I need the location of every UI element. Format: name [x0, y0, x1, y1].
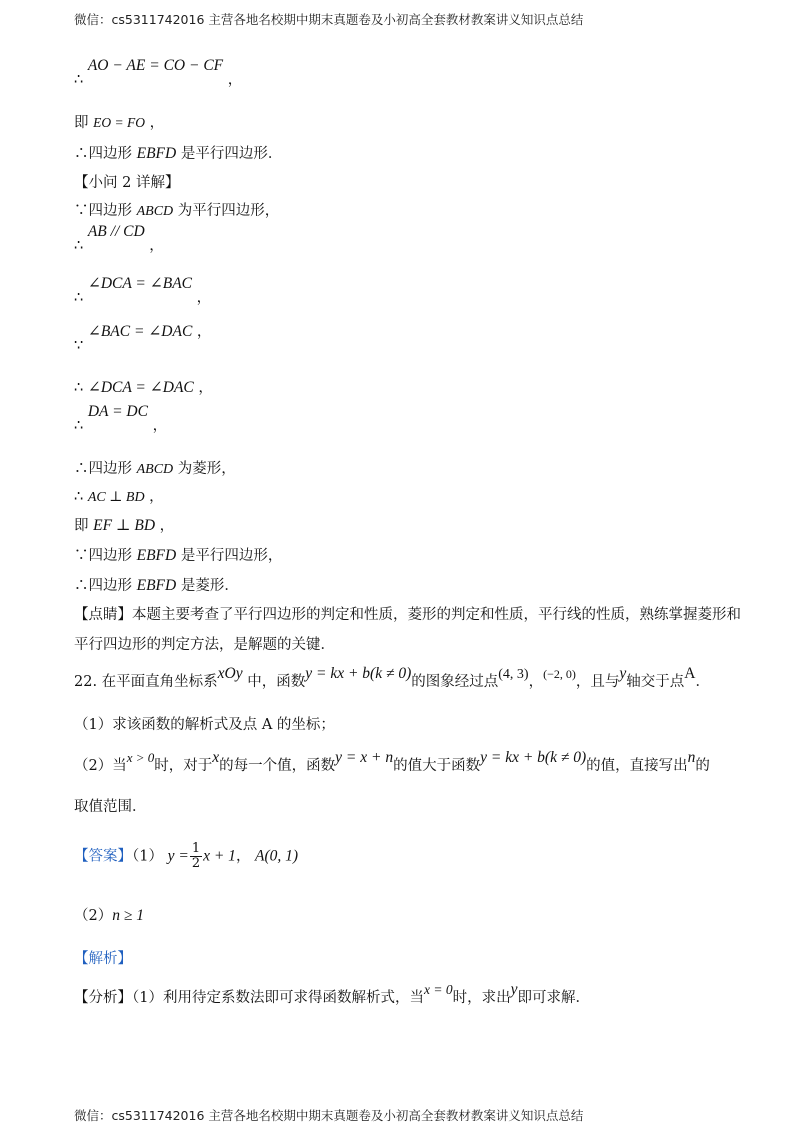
punctuation: ，	[198, 380, 213, 396]
math-expression: y = kx + b(k ≠ 0)	[305, 665, 412, 682]
math-expression: EBFD	[136, 577, 177, 594]
punctuation: ，	[227, 72, 243, 88]
line-7	[74, 275, 212, 306]
math-expression: A	[684, 665, 696, 682]
text: ．	[695, 674, 710, 690]
math-expression: AC ⊥ BD	[87, 490, 145, 505]
math-expression: EO = FO	[93, 115, 145, 130]
math-expression: n	[687, 749, 696, 766]
math-expression: ∠BAC = ∠DAC	[87, 323, 193, 340]
text: 时，对于	[154, 758, 213, 774]
text: 是平行四边形．	[180, 146, 283, 162]
fraction-one-half	[190, 842, 202, 871]
text: 四边形	[88, 203, 132, 219]
therefore-symbol: ∴	[74, 578, 89, 594]
text: ，	[528, 674, 544, 690]
analysis-tag: 【解析】	[74, 951, 132, 967]
math-expression: x + 1	[203, 847, 236, 865]
therefore-symbol: ∴	[74, 380, 84, 396]
punctuation: ，	[159, 518, 175, 534]
punctuation: ，	[149, 115, 165, 131]
comment-tag: 【点睛】	[74, 607, 132, 623]
line-14	[74, 548, 282, 564]
punctuation: ，	[196, 324, 212, 340]
line-1	[74, 57, 243, 88]
math-expression: y = x + n	[335, 749, 394, 766]
text: 四边形	[88, 146, 132, 162]
text: ，且与	[575, 674, 620, 690]
question-22-part-2	[74, 749, 710, 774]
comment-text: 本题主要考查了平行四边形的判定和性质，菱形的判定和性质，平行线的性质，熟练掌握菱形和	[132, 607, 741, 623]
answer-tag: 【答案】	[74, 848, 132, 865]
text: 的值大于函数	[393, 758, 481, 774]
math-expression: ABCD	[136, 462, 174, 477]
line-10	[74, 403, 168, 434]
math-expression: y =	[167, 847, 189, 865]
subquestion-2-heading: 【小问 2 详解】	[74, 175, 180, 191]
because-symbol: ∵	[74, 203, 89, 219]
analysis-subtag: 【分析】	[74, 990, 132, 1006]
text: 中，函数	[242, 674, 306, 690]
math-expression: A(0, 1)	[255, 847, 299, 865]
math-expression: EBFD	[136, 145, 177, 162]
line-2	[74, 116, 164, 131]
because-symbol: ∵	[74, 338, 84, 354]
punctuation: ，	[149, 489, 164, 505]
line-3	[74, 146, 282, 162]
text: 的值，直接写出	[586, 758, 688, 774]
text: 为菱形，	[177, 461, 236, 477]
math-expression: AO − AE = CO − CF	[87, 57, 224, 74]
text: 时，求出	[452, 990, 511, 1006]
punctuation: ，	[235, 848, 251, 865]
text: 为平行四边形，	[177, 203, 280, 219]
math-expression: y = kx + b(k ≠ 0)	[480, 749, 587, 766]
text: 是菱形．	[180, 578, 239, 594]
line-8	[74, 323, 212, 354]
text: 即可求解．	[517, 990, 590, 1006]
math-expression: ABCD	[136, 204, 174, 219]
text: （2）	[74, 908, 113, 924]
header-watermark: 微信：cs5311742016 主营各地名校期中期末真题卷及小初高全套教材教案讲义知识点总结	[74, 12, 584, 27]
text: 是平行四边形，	[180, 548, 283, 564]
text: 四边形	[88, 461, 132, 477]
comment-paragraph	[74, 608, 741, 623]
text: 的	[695, 758, 710, 774]
therefore-symbol: ∴	[74, 489, 84, 505]
text: 的图象经过点	[411, 674, 499, 690]
line-12	[74, 490, 164, 505]
question-22-part-1: （1）求该函数的解析式及点 A 的坐标；	[74, 717, 335, 733]
text: 即	[74, 115, 89, 131]
math-expression: x > 0	[126, 750, 155, 765]
comment-paragraph-cont: 平行四边形的判定方法，是解题的关键．	[74, 637, 335, 653]
math-expression: ∠DCA = ∠BAC	[87, 275, 193, 292]
math-expression: y	[619, 665, 627, 682]
question-22-stem	[74, 665, 710, 690]
line-13	[74, 518, 174, 534]
fraction-denominator: 2	[191, 855, 201, 871]
punctuation: ，	[152, 418, 168, 434]
text: 轴交于点	[626, 674, 685, 690]
math-expression: x	[212, 749, 220, 766]
line-6	[74, 223, 164, 254]
math-expression: xOy	[217, 665, 243, 682]
therefore-symbol: ∴	[74, 290, 84, 306]
math-expression: DA = DC	[87, 403, 148, 420]
punctuation: ，	[196, 290, 212, 306]
math-expression: ∠DCA = ∠DAC	[87, 379, 194, 396]
text: （1）	[132, 848, 163, 865]
math-expression: y	[510, 981, 518, 998]
line-9	[74, 380, 213, 396]
answer-part-2	[74, 908, 144, 924]
answer-part-1	[74, 842, 298, 871]
text: 即	[74, 518, 89, 534]
text: 四边形	[88, 548, 132, 564]
therefore-symbol: ∴	[74, 461, 89, 477]
math-expression: x = 0	[423, 982, 453, 997]
text: 的每一个值，函数	[219, 758, 336, 774]
analysis-paragraph	[74, 981, 590, 1006]
text: （2）当	[74, 758, 127, 774]
text: 在平面直角坐标系	[101, 674, 218, 690]
question-22-part-2-cont: 取值范围．	[74, 799, 147, 815]
math-expression: (4, 3)	[498, 667, 529, 682]
math-expression: EBFD	[136, 547, 177, 564]
therefore-symbol: ∴	[74, 146, 89, 162]
line-5	[74, 204, 279, 219]
math-expression: EF ⊥ BD	[93, 517, 156, 534]
line-15	[74, 578, 239, 594]
punctuation: ，	[149, 238, 164, 254]
math-expression: AB // CD	[87, 223, 145, 240]
therefore-symbol: ∴	[74, 238, 84, 254]
question-number: 22.	[74, 674, 102, 690]
math-expression: n ≥ 1	[112, 907, 144, 924]
because-symbol: ∵	[74, 548, 89, 564]
therefore-symbol: ∴	[74, 72, 84, 88]
math-expression: (−2, 0)	[543, 667, 576, 681]
line-11	[74, 462, 236, 477]
fraction-numerator: 1	[191, 841, 201, 856]
footer-watermark: 微信：cs5311742016 主营各地名校期中期末真题卷及小初高全套教材教案讲义知识点总结	[74, 1108, 584, 1123]
text: 四边形	[88, 578, 132, 594]
therefore-symbol: ∴	[74, 418, 84, 434]
text: （1）利用待定系数法即可求得函数解析式，当	[132, 990, 424, 1006]
